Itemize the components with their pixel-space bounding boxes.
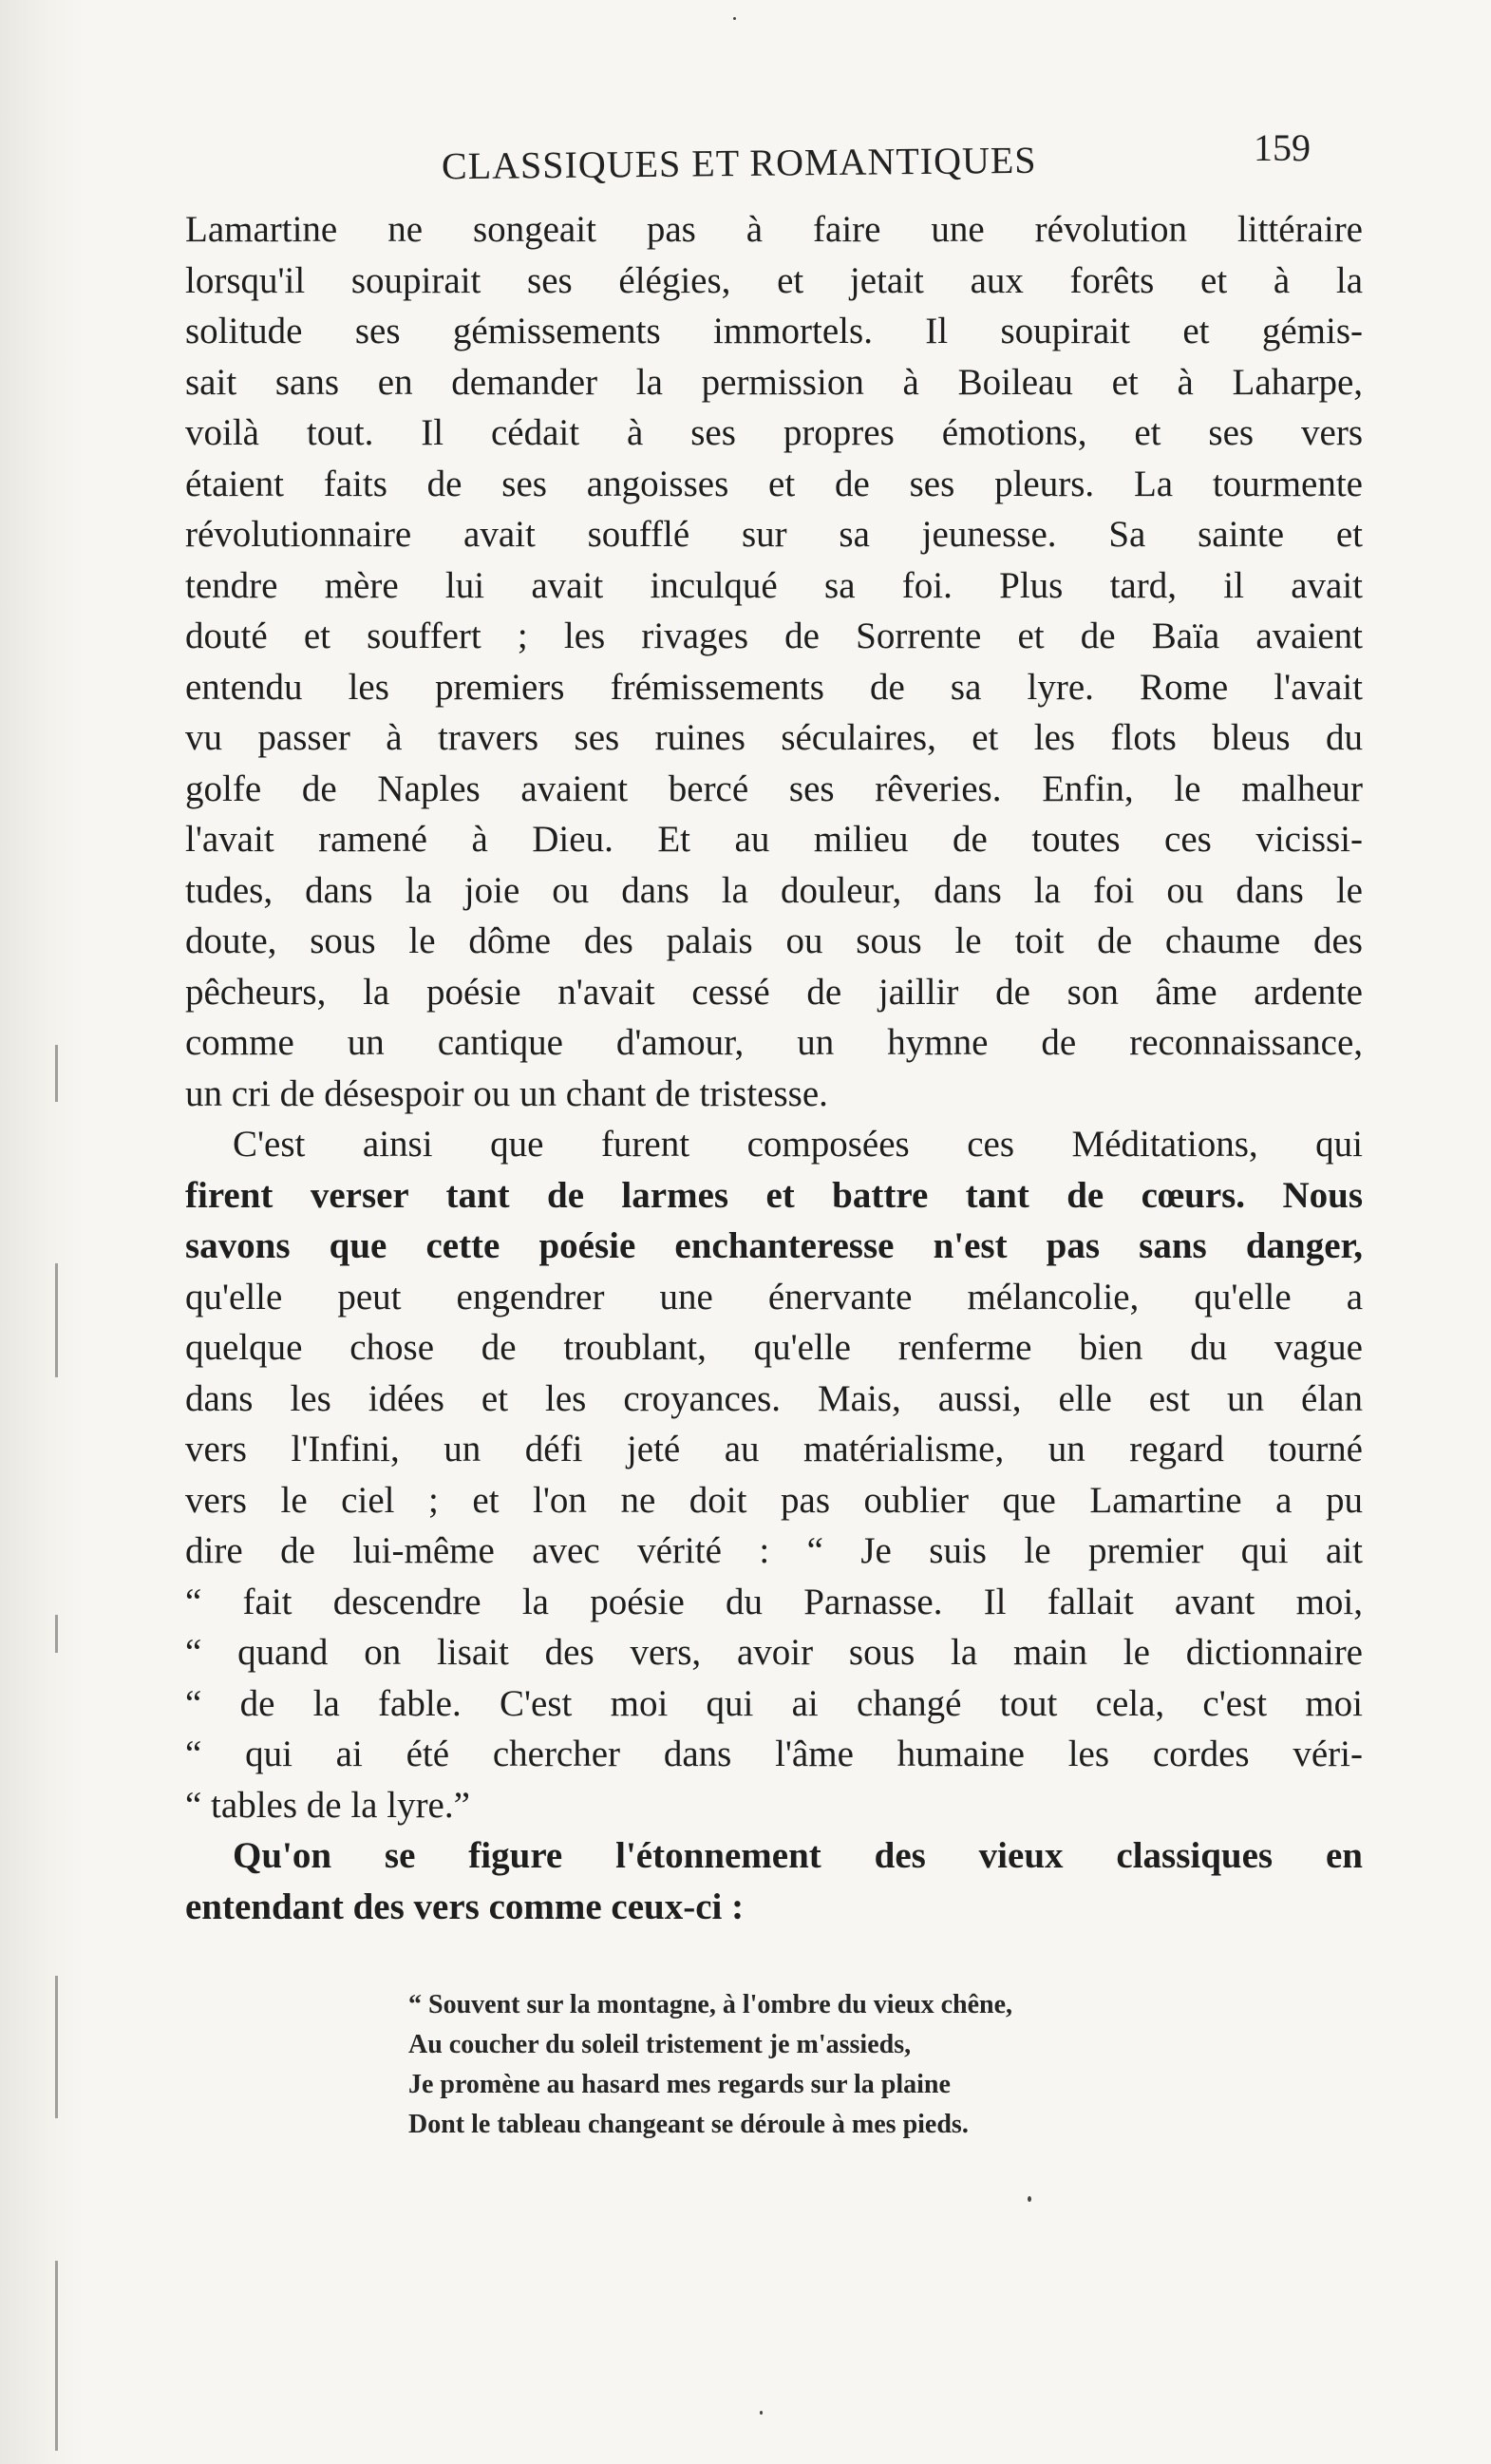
text-line: qu'elle peut engendrer une énervante mélancolie, qu'elle a bbox=[185, 1276, 1363, 1317]
binding-mark bbox=[55, 1045, 58, 1102]
poem-line: Au coucher du soleil tristement je m'assieds, bbox=[408, 2030, 912, 2059]
print-speck bbox=[1028, 2196, 1031, 2202]
page-binding-shadow bbox=[0, 0, 85, 2464]
text-line: étaient faits de ses angoisses et de ses pleurs. La tourmente bbox=[185, 463, 1363, 504]
text-line: Qu'on se figure l'étonnement des vieux classiques en bbox=[233, 1835, 1363, 1876]
text-line: “ quand on lisait des vers, avoir sous la main le dictionnaire bbox=[185, 1632, 1363, 1673]
page-number: 159 bbox=[1254, 126, 1311, 169]
text-line: entendu les premiers frémissements de sa lyre. Rome l'avait bbox=[185, 666, 1363, 708]
text-line: l'avait ramené à Dieu. Et au milieu de toutes ces vicissi- bbox=[185, 819, 1363, 860]
poem-line: “ Souvent sur la montagne, à l'ombre du vieux chêne, bbox=[408, 1990, 1013, 2019]
running-title: CLASSIQUES ET ROMANTIQUES bbox=[441, 138, 1037, 188]
text-line: firent verser tant de larmes et battre tant de cœurs. Nous bbox=[185, 1174, 1363, 1216]
text-line: C'est ainsi que furent composées ces Méditations, qui bbox=[233, 1124, 1363, 1165]
text-line: “ qui ai été chercher dans l'âme humaine les cordes véri- bbox=[185, 1734, 1363, 1774]
text-line: doute, sous le dôme des palais ou sous le toit de chaume des bbox=[185, 920, 1363, 961]
text-line: lorsqu'il soupirait ses élégies, et jetait aux forêts et à la bbox=[185, 259, 1363, 301]
print-speck bbox=[733, 17, 736, 20]
binding-mark bbox=[55, 1263, 58, 1377]
text-line: douté et souffert ; les rivages de Sorrente et de Baïa avaient bbox=[185, 616, 1363, 656]
text-line: pêcheurs, la poésie n'avait cessé de jaillir de son âme ardente bbox=[185, 971, 1363, 1013]
text-line: tendre mère lui avait inculqué sa foi. Plus tard, il avait bbox=[185, 564, 1363, 606]
binding-mark bbox=[55, 2261, 58, 2451]
poem-quotation bbox=[408, 1985, 1168, 2145]
text-line: Lamartine ne songeait pas à faire une révolution littéraire bbox=[185, 209, 1363, 250]
text-line: “ tables de la lyre.” bbox=[185, 1784, 470, 1826]
text-line: savons que cette poésie enchanteresse n'est pas sans danger, bbox=[185, 1225, 1363, 1266]
text-line: sait sans en demander la permission à Boileau et à Laharpe, bbox=[185, 361, 1363, 403]
text-line: dire de lui-même avec vérité : “ Je suis le premier qui ait bbox=[185, 1530, 1363, 1571]
text-line: comme un cantique d'amour, un hymne de reconnaissance, bbox=[185, 1022, 1363, 1063]
poem-line: Je promène au hasard mes regards sur la plaine bbox=[408, 2070, 951, 2099]
binding-mark bbox=[55, 1615, 58, 1653]
text-line: golfe de Naples avaient bercé ses rêveries. Enfin, le malheur bbox=[185, 768, 1363, 809]
text-line: tudes, dans la joie ou dans la douleur, dans la foi ou dans le bbox=[185, 869, 1363, 911]
text-line: dans les idées et les croyances. Mais, aussi, elle est un élan bbox=[185, 1377, 1363, 1419]
text-line: quelque chose de troublant, qu'elle renferme bien du vague bbox=[185, 1327, 1363, 1368]
page-header bbox=[190, 126, 1330, 190]
text-line: révolutionnaire avait soufflé sur sa jeunesse. Sa sainte et bbox=[185, 514, 1363, 555]
body-text bbox=[185, 204, 1363, 1932]
text-line: entendant des vers comme ceux-ci : bbox=[185, 1886, 745, 1927]
text-line: voilà tout. Il cédait à ses propres émotions, et ses vers bbox=[185, 412, 1363, 453]
text-line: vu passer à travers ses ruines séculaires, et les flots bleus du bbox=[185, 717, 1363, 758]
text-line: vers le ciel ; et l'on ne doit pas oublier que Lamartine a pu bbox=[185, 1479, 1363, 1521]
text-line: un cri de désespoir ou un chant de tristesse. bbox=[185, 1072, 828, 1114]
text-line: vers l'Infini, un défi jeté au matérialisme, un regard tourné bbox=[185, 1429, 1363, 1469]
binding-mark bbox=[55, 1976, 58, 2118]
text-line: solitude ses gémissements immortels. Il soupirait et gémis- bbox=[185, 311, 1363, 351]
text-line: “ fait descendre la poésie du Parnasse. Il fallait avant moi, bbox=[185, 1581, 1363, 1622]
text-line: “ de la fable. C'est moi qui ai changé tout cela, c'est moi bbox=[185, 1682, 1363, 1724]
print-speck bbox=[760, 2411, 763, 2415]
poem-line: Dont le tableau changeant se déroule à mes pieds. bbox=[408, 2110, 969, 2139]
